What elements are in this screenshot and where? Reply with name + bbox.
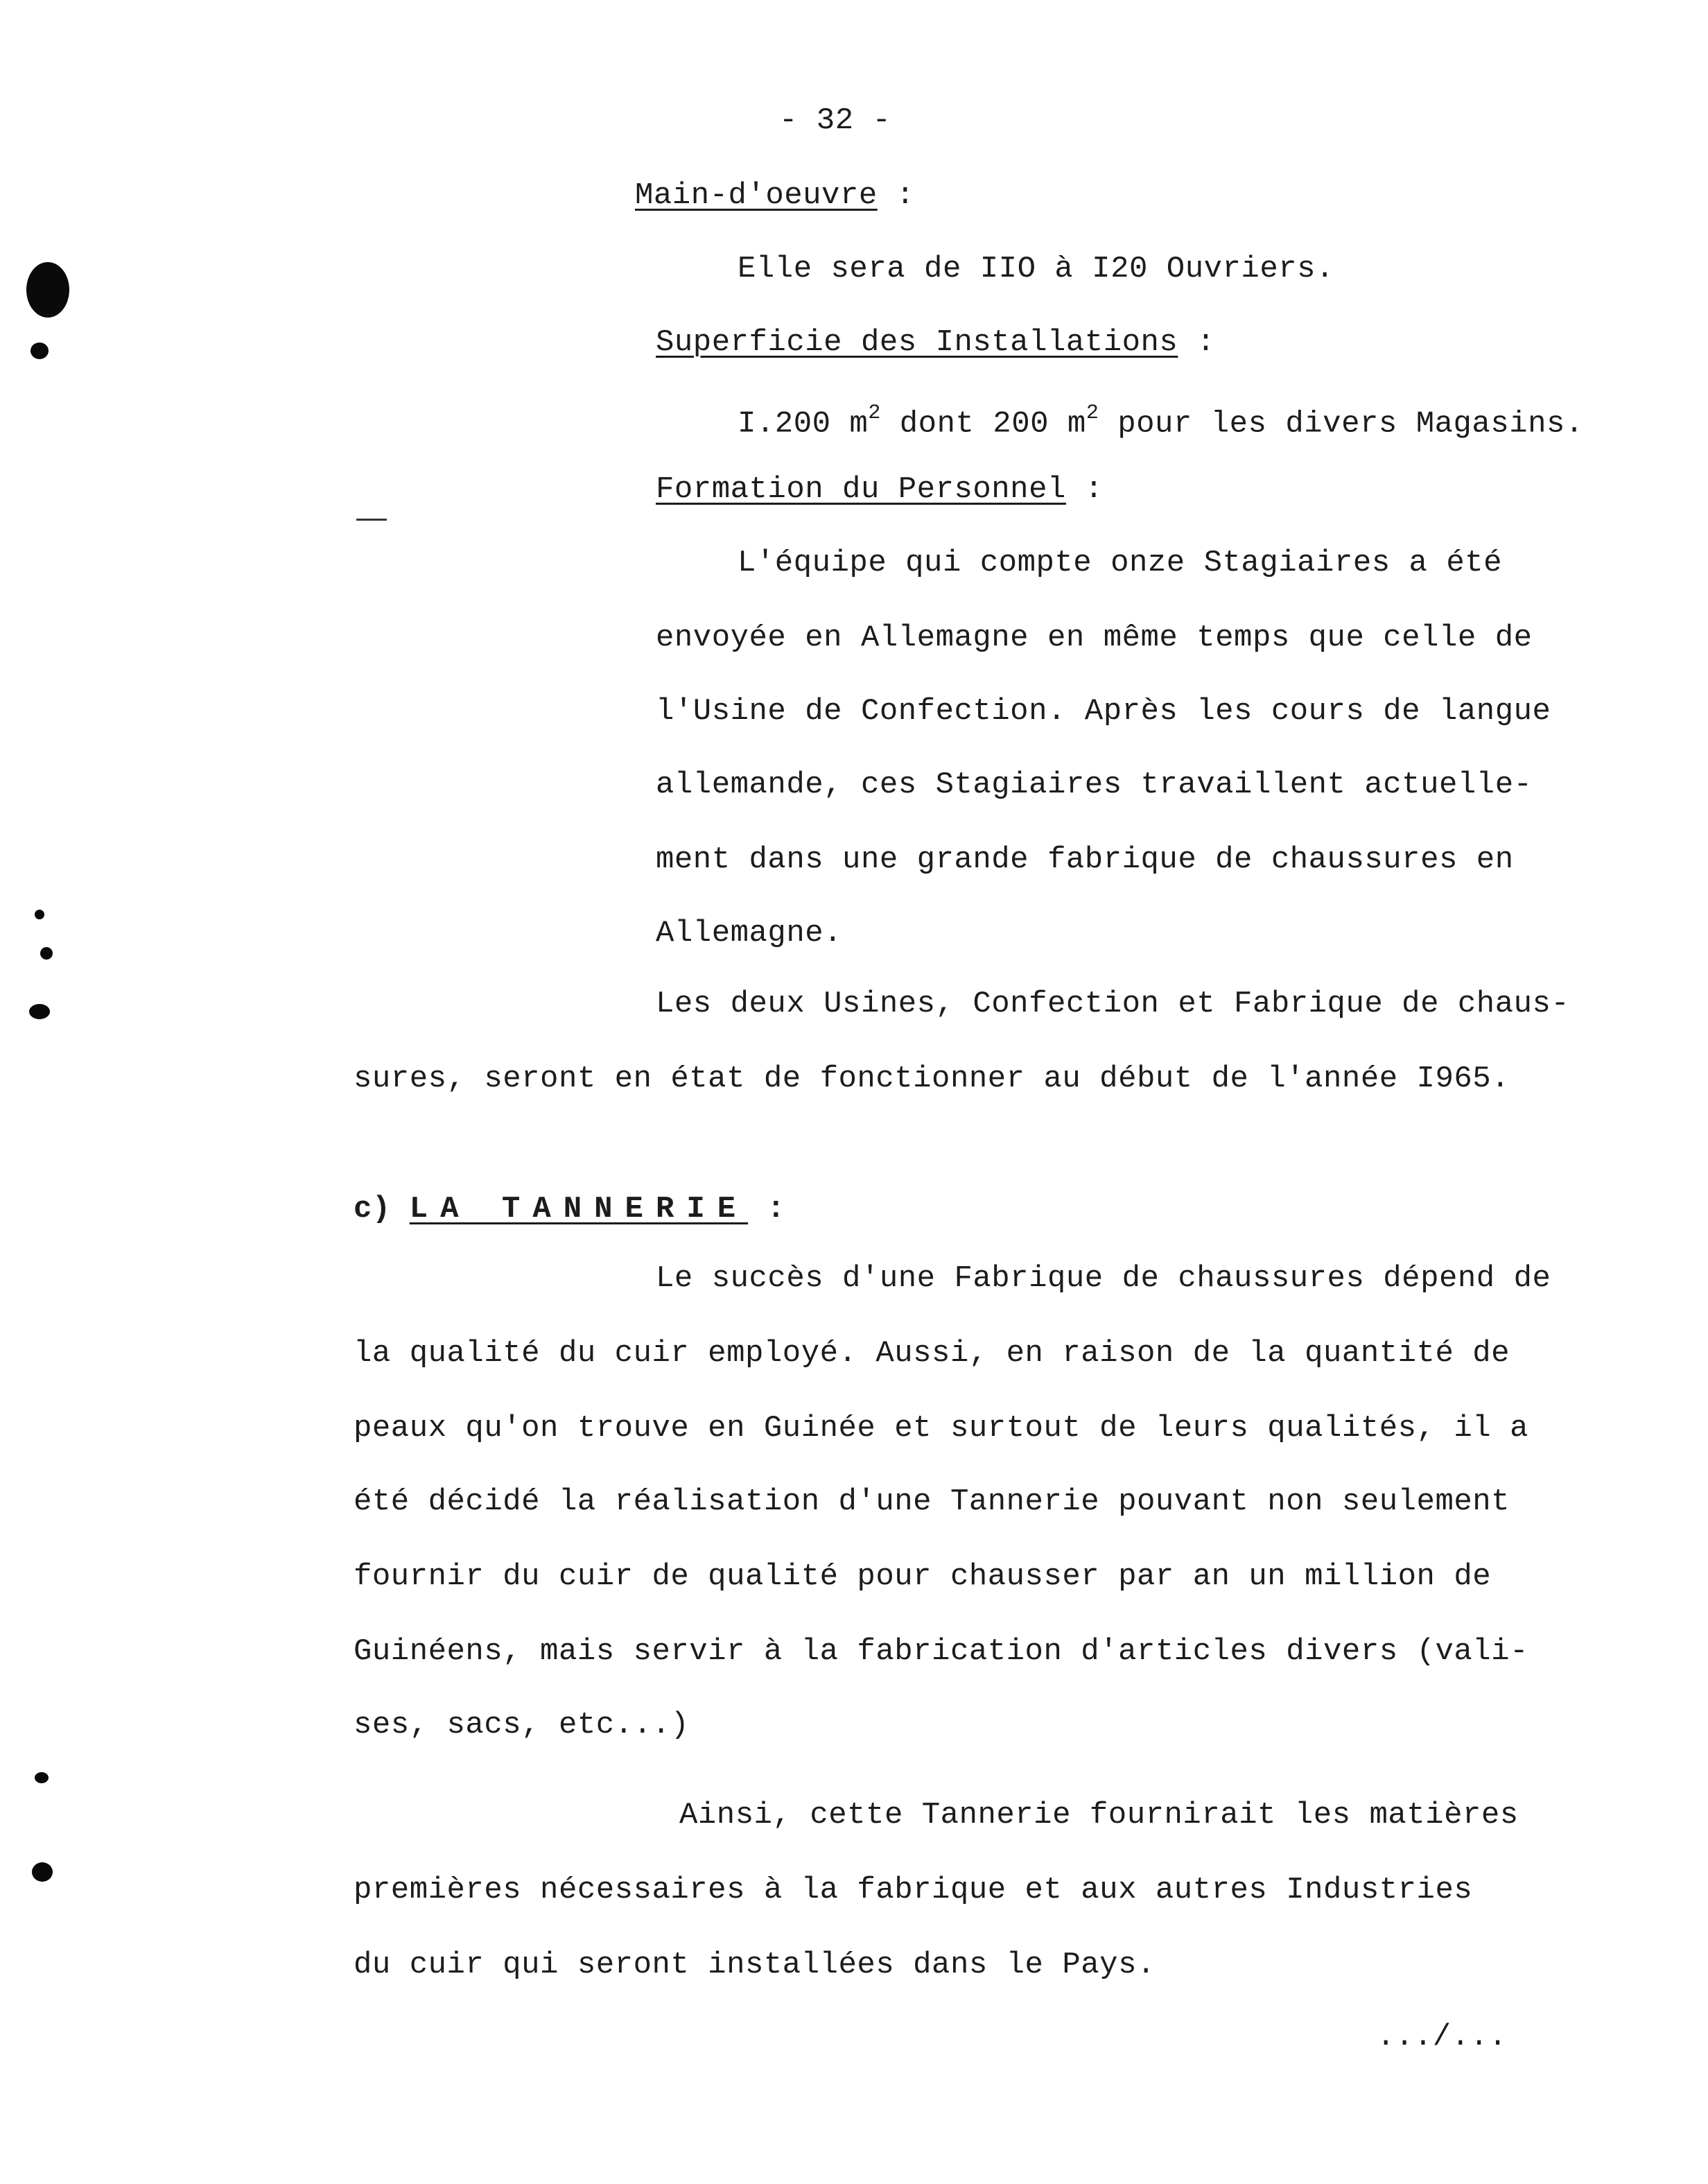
speck-mark [35, 1772, 49, 1783]
punch-hole-mark [31, 343, 49, 359]
main-doeuvre-text: Elle sera de IIO à I20 Ouvriers. [738, 252, 1334, 286]
superscript: 2 [868, 401, 881, 425]
superficie-text-part: dont 200 m [880, 406, 1086, 442]
tannerie-prefix: c) [354, 1192, 410, 1227]
superficie-heading: Superficie des Installations [656, 325, 1178, 360]
speck-mark [40, 947, 53, 960]
tannerie-heading: LA TANNERIE [409, 1192, 749, 1227]
speck-mark [29, 1004, 50, 1019]
formation-line: ment dans une grande fabrique de chaussures en [656, 842, 1514, 877]
formation-line: L'équipe qui compte onze Stagiaires a été [738, 546, 1503, 580]
superficie-text [738, 397, 1584, 444]
heading-colon: : [748, 1192, 785, 1227]
tannerie-paragraph-line: Ainsi, cette Tannerie fournirait les matières [679, 1798, 1519, 1832]
tannerie-paragraph-line: du cuir qui seront installées dans le Pays. [354, 1948, 1156, 1982]
tannerie-paragraph-line: ses, sacs, etc...) [354, 1708, 690, 1742]
heading-colon: : [877, 178, 915, 213]
superficie-heading-line [656, 323, 1215, 362]
tannerie-paragraph-line: peaux qu'on trouve en Guinée et surtout de leurs qualités, il a [354, 1411, 1528, 1446]
tannerie-paragraph-line: Guinéens, mais servir à la fabrication d'articles divers (vali- [354, 1634, 1528, 1669]
tannerie-paragraph-line: premières nécessaires à la fabrique et aux autres Industries [354, 1873, 1473, 1907]
page-number: - 32 - [779, 103, 891, 138]
formation-line: envoyée en Allemagne en même temps que celle de [656, 621, 1533, 655]
main-doeuvre-heading-line [635, 176, 915, 215]
formation-line: l'Usine de Confection. Après les cours de langue [656, 694, 1551, 729]
formation-heading-line [656, 470, 1104, 509]
heading-colon: : [1178, 325, 1216, 360]
punch-hole-mark [26, 262, 69, 318]
continuation-mark: .../... [1377, 2020, 1508, 2054]
superficie-text-part: I.200 m [738, 406, 869, 442]
heading-colon: : [1065, 472, 1104, 507]
usines-line: Les deux Usines, Confection et Fabrique de chaus- [656, 987, 1570, 1021]
margin-mark [356, 519, 387, 521]
tannerie-paragraph-line: la qualité du cuir employé. Aussi, en raison de la quantité de [354, 1336, 1510, 1371]
tannerie-paragraph-line: fournir du cuir de qualité pour chausser par an un million de [354, 1559, 1492, 1594]
formation-heading: Formation du Personnel [656, 472, 1066, 507]
superscript: 2 [1086, 401, 1099, 425]
speck-mark [35, 910, 44, 919]
usines-line: sures, seront en état de fonctionner au début de l'année I965. [354, 1061, 1510, 1096]
tannerie-paragraph-line: été décidé la réalisation d'une Tannerie pouvant non seulement [354, 1484, 1510, 1519]
tannerie-paragraph-line: Le succès d'une Fabrique de chaussures dépend de [656, 1261, 1551, 1296]
speck-mark [32, 1862, 53, 1882]
tannerie-heading-line [354, 1190, 785, 1229]
main-doeuvre-heading: Main-d'oeuvre [635, 178, 878, 213]
formation-line: Allemagne. [656, 916, 843, 951]
superficie-text-part: pour les divers Magasins. [1099, 406, 1584, 442]
formation-line: allemande, ces Stagiaires travaillent actuelle- [656, 768, 1533, 802]
